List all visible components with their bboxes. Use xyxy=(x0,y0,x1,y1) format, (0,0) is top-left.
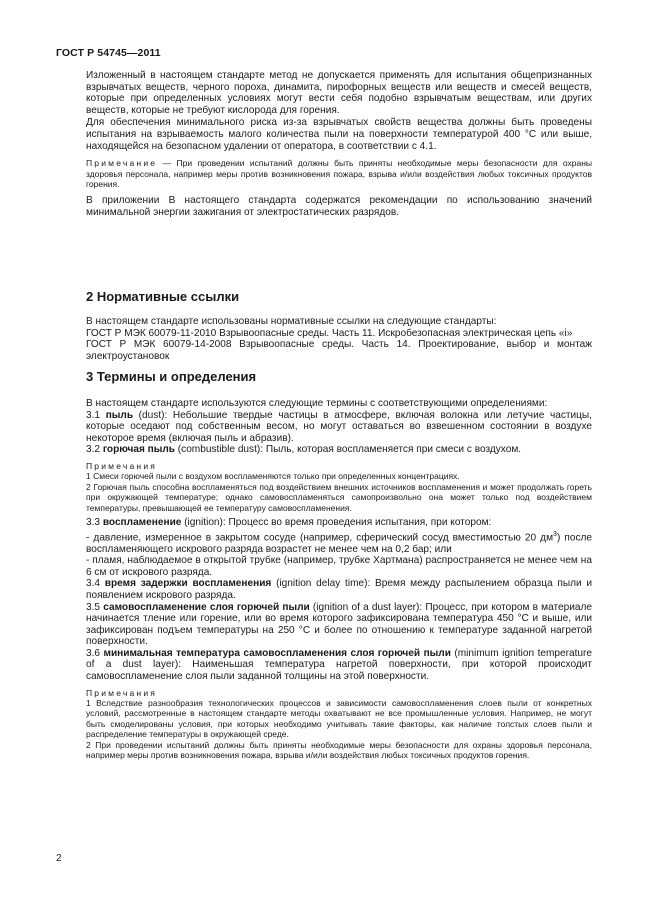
section-2-reference-1: ГОСТ Р МЭК 60079-11-2010 Взрывоопасные среды. Часть 11. Искробезопасная электрическая цепь «i» xyxy=(86,327,573,339)
term-3-5: 3.5 самовоспламенение слоя горючей пыли (ignition of a dust layer): Процесс, при котором в материале начинается тление или горение, или во время которого зафиксирована температура 450 °С и выше, или зафиксирован подъем температуры на 250 °С и более по отношению к температуре заданной нагретой поверхности. xyxy=(86,601,592,648)
term-ignition-delay: время задержки воспламенения xyxy=(104,578,272,590)
section-3-heading: 3 Термины и определения xyxy=(86,369,257,384)
term-dust: пыль xyxy=(105,409,134,421)
term-3-6: 3.6 минимальная температура самовоспламенения слоя горючей пыли (minimum ignition temperature of a dust layer): Наименьшая температура нагретой поверхности, при которой происходит самовоспламенение слоя пыли заданной толщины на этой поверхности. xyxy=(86,647,592,683)
section-2-paragraph-1: В настоящем стандарте использованы нормативные ссылки на следующие стандарты: xyxy=(86,316,497,327)
intro-paragraph-2: Для обеспечения минимального риска из-за взрывчатых свойств вещества должны быть проведены испытания на взрываемость малого количества пыли на поверхности температурой 400 °С или выше, находящейся на безопасном удалении от оператора, в соответствии с 4.1. xyxy=(86,117,592,152)
section-3-intro: В настоящем стандарте используются следующие термины с соответствующими определениями: xyxy=(86,398,548,409)
notes-label-2: Примечания xyxy=(86,687,158,698)
note-label: Примечание xyxy=(86,158,158,169)
term-3-4: 3.4 время задержки воспламенения (ignition delay time): Время между распылением образца пыли и появлением искрового разряда. xyxy=(86,578,592,601)
term-dust-layer-ignition: самовоспламенение слоя горючей пыли xyxy=(103,601,310,613)
intro-paragraph-3: В приложении В настоящего стандарта содержатся рекомендации по использованию значений минимальной энергии зажигания от электростатических разрядов. xyxy=(86,195,592,218)
notes-label-1: Примечания xyxy=(86,460,158,471)
term-ignition: воспламенение xyxy=(102,517,182,528)
intro-block xyxy=(86,70,592,219)
intro-paragraph-1: Изложенный в настоящем стандарте метод не допускается применять для испытания общепризнанных взрывчатых веществ, черного пороха, динамита, пирофорных веществ или веществ и смесей веществ, которые при определенных условиях могут вести себя подобно взрывчатым веществам, или других веществ, которые не требуют кислорода для горения. xyxy=(86,70,592,116)
note-1-2: 2 Горючая пыль способна воспламеняться под воздействием внешних источников воспламенения и может продолжать гореть при окружающей температуре; однако самовоспламеняться самопроизвольно она может только под воздействием температуры, превышающей ее температуру самовоспламенения. xyxy=(86,481,592,513)
note-1-1: 1 Смеси горючей пыли с воздухом воспламеняются только при определенных концентрациях. xyxy=(86,471,460,482)
document-header: ГОСТ Р 54745—2011 xyxy=(56,47,161,59)
term-3-1: 3.1 пыль (dust): Небольшие твердые частицы в атмосфере, включая волокна или летучие частицы, которые оседают под собственным весом, но могут оставаться во взвешенном состоянии в воздухе некоторое время (включая пыль и абразив). xyxy=(86,409,592,444)
section-2-heading: 2 Нормативные ссылки xyxy=(86,289,240,304)
note-2-2: 2 При проведении испытаний должны быть приняты необходимые меры безопасности для охраны здоровья персонала, например меры против возникновения пожара, взрыва и/или воздействия любых токсичных продуктов горения. xyxy=(86,739,592,761)
section-2-reference-2: ГОСТ Р МЭК 60079-14-2008 Взрывоопасные среды. Часть 14. Проектирование, выбор и монтаж электроустановок xyxy=(86,339,592,362)
term-3-2: 3.2 горючая пыль (combustible dust): Пыль, которая воспламеняется при смеси с воздухом. xyxy=(86,444,522,456)
term-combustible-dust: горючая пыль xyxy=(102,444,175,456)
term-min-ignition-temp: минимальная температура самовоспламенения слоя горючей пыли xyxy=(103,647,451,659)
page-number: 2 xyxy=(56,853,62,864)
section-3-block xyxy=(86,398,592,761)
term-3-3-item-a: - давление, измеренное в закрытом сосуде (например, сферический сосуд вместимостью 20 $дм^3$) после воспламеняющего искрового разряда возрастет не менее чем на 0,2 бар; или xyxy=(86,530,592,555)
term-3-3-item-b: - пламя, наблюдаемое в открытой трубке (например, трубке Хартмана) распространяется не менее чем на 6 см от искрового разряда. xyxy=(86,555,592,578)
note-text: — При проведении испытаний должны быть приняты необходимые меры безопасности для охраны здоровья персонала, например меры против возникновения пожара, взрыва и/или воздействия любых токсичных продуктов горения. xyxy=(86,158,592,189)
note-2-1: 1 Вследствие разнообразия технологических процессов и зависимости самовоспламенения слоев пыли от конкретных условий, рассмотренные в настоящем стандарте методы охватывают не все промышленные условия. Например, не могут быть смоделированы условия, при которых необходимо учитывать такие факторы, как наличие толстых слоев пыли и распределение температуры в окружающей среде. xyxy=(86,698,592,740)
section-2-block xyxy=(86,316,592,362)
intro-note xyxy=(86,158,592,189)
term-3-3: 3.3 воспламенение (ignition): Процесс во время проведения испытания, при котором: xyxy=(86,517,492,528)
